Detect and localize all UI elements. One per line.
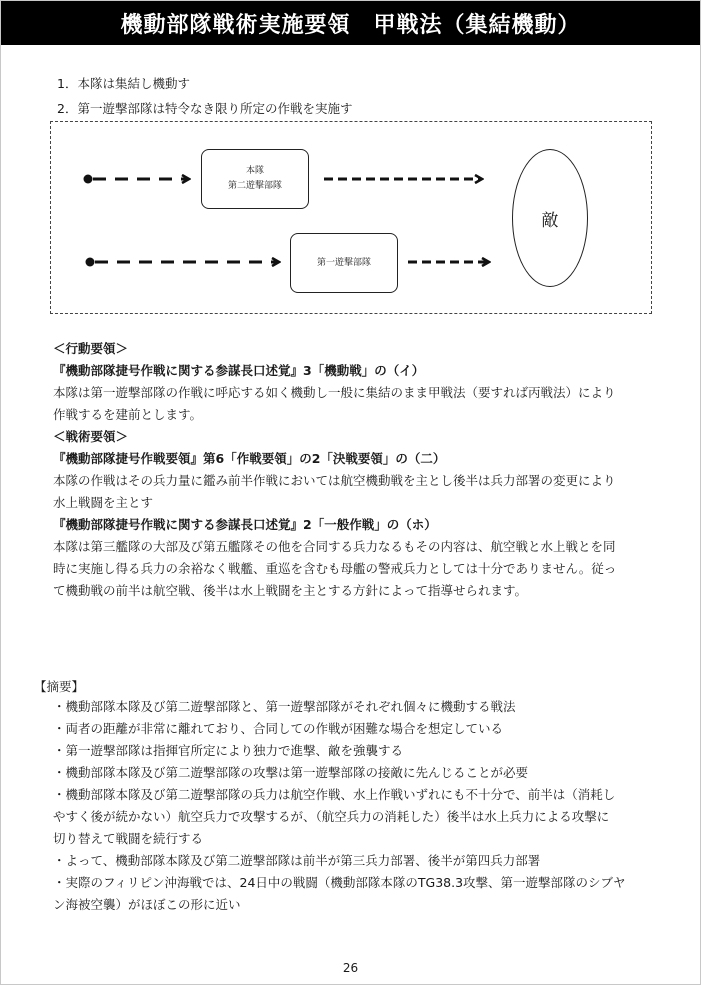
body-text: [53, 338, 653, 602]
summary-item: ・機動部隊本隊及び第二遊撃部隊と、第一遊撃部隊がそれぞれ個々に機動する戦法: [53, 699, 516, 714]
source-heading-2: 『機動部隊捷号作戦要領』第6「作戦要領」の2「決戦要領」の（二）: [53, 451, 446, 466]
summary-item: ・両者の距離が非常に離れており、合同しての作戦が困難な場合を想定している: [53, 721, 504, 736]
summary-item-continued: やすく後が続かない）航空兵力で攻撃するが、（航空兵力の消耗した）後半は水上兵力による攻撃に: [53, 809, 610, 824]
summary-item: ・機動部隊本隊及び第二遊撃部隊の攻撃は第一遊撃部隊の接敵に先んじることが必要: [53, 765, 529, 780]
summary-item-continued: ン海被空襲）がほぼこの形に近い: [53, 897, 241, 912]
upper-unit-line-2: 第二遊撃部隊: [227, 181, 282, 191]
lower-unit-box: [290, 233, 398, 293]
paragraph-line: 本隊は第一遊撃部隊の作戦に呼応する如く機動し一般に集結のまま甲戦法（要すれば丙戦法）により: [53, 385, 616, 400]
source-heading-3: 『機動部隊捷号作戦に関する参謀長口述覚』2「一般作戦」の（ホ）: [53, 517, 437, 532]
enemy-label: 敵: [541, 210, 559, 231]
enemy-ellipse: [512, 149, 588, 287]
lower-start-dot: [86, 258, 95, 267]
upper-unit-line-1: 本隊: [245, 166, 264, 176]
intro-item-1: 1．本隊は集結し機動す: [57, 76, 190, 91]
summary-title: 【摘要】: [34, 679, 85, 694]
paragraph-line: 水上戦闘を主とす: [53, 495, 154, 510]
intro-item-2: 2．第一遊撃部隊は特令なき限り所定の作戦を実施す: [57, 101, 353, 116]
paragraph-line: て機動戦の前半は航空戦、後半は水上戦闘を主とする方針によって指導せられます。: [53, 583, 528, 598]
summary-item: ・実際のフィリピン沖海戦では、24日中の戦闘（機動部隊本隊のTG38.3攻撃、第一遊撃部隊のシブヤ: [53, 875, 626, 890]
summary-item: ・よって、機動部隊本隊及び第二遊撃部隊は前半が第三兵力部署、後半が第四兵力部署: [53, 853, 541, 868]
upper-unit-box: [201, 149, 309, 209]
heading-tactics: ＜戦術要領＞: [53, 429, 129, 444]
page-title: 機動部隊戦術実施要領 甲戦法（集結機動）: [1, 1, 700, 45]
heading-action: ＜行動要領＞: [53, 341, 129, 356]
paragraph-line: 時に実施し得る兵力の余裕なく戦艦、重巡を含むも母艦の警戒兵力としては十分でありません。従っ: [53, 561, 617, 576]
summary-item: ・機動部隊本隊及び第二遊撃部隊の兵力は航空作戦、水上作戦いずれにも不十分で、前半は（消耗し: [53, 787, 616, 802]
paragraph-line: 作戦するを建前とします。: [53, 407, 203, 422]
paragraph-line: 本隊は第三艦隊の大部及び第五艦隊その他を合同する兵力なるもその内容は、航空戦と水上戦とを同: [53, 539, 616, 554]
summary-item-continued: 切り替えて戦闘を続行する: [53, 831, 204, 846]
paragraph-line: 本隊の作戦はその兵力量に鑑み前半作戦においては航空機動戦を主とし後半は兵力部署の変更により: [53, 473, 616, 488]
source-heading-1: 『機動部隊捷号作戦に関する参謀長口述覚』3「機動戦」の（イ）: [53, 363, 425, 378]
summary-list: [53, 696, 653, 916]
maneuver-diagram: [50, 121, 652, 314]
lower-unit-label: 第一遊撃部隊: [316, 257, 371, 268]
summary-item: ・第一遊撃部隊は指揮官所定により独力で進撃、敵を強襲する: [53, 743, 404, 758]
page-number: 26: [342, 961, 359, 975]
upper-start-dot: [84, 175, 93, 184]
